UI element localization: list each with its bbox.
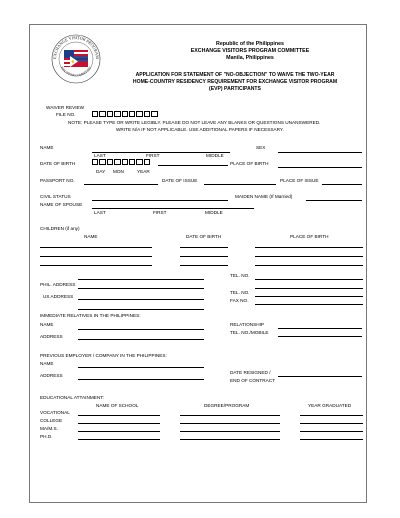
pob-field[interactable] — [278, 167, 362, 168]
children-col-pob: PLACE OF BIRTH — [290, 234, 329, 239]
us-address-line2[interactable] — [78, 309, 204, 310]
college-school-field[interactable] — [78, 423, 160, 424]
mon-label: MON — [113, 169, 124, 174]
employer-address-label: ADDRESS — [40, 373, 63, 378]
employer-address-field[interactable] — [78, 379, 204, 380]
name-label: NAME — [40, 145, 54, 150]
svg-text:EXCHANGE VISITOR PROGRAM: EXCHANGE VISITOR PROGRAM — [51, 34, 101, 60]
sex-label: SEX — [256, 145, 266, 150]
phd-school-field[interactable] — [78, 439, 160, 440]
children-col-dob: DATE OF BIRTH — [186, 234, 222, 239]
spouse-first-label: FIRST — [153, 210, 167, 215]
education-level-vocational: VOCATIONAL — [40, 410, 70, 415]
tel-no-label-2: TEL. NO. — [230, 290, 250, 295]
college-year-field[interactable] — [300, 423, 363, 424]
file-no-label: FILE NO. — [56, 112, 76, 117]
child-dob-field[interactable] — [180, 256, 228, 257]
form-title-line2: HOME-COUNTRY RESIDENCY REQUIREMENT FOR EXCHANGE VISITOR PROGRAM — [132, 79, 338, 85]
phil-address-label: PHIL. ADDRESS — [40, 282, 76, 287]
spouse-last-label: LAST — [94, 210, 106, 215]
child-dob-field[interactable] — [180, 265, 228, 266]
employer-heading: PREVIOUS EMPLOYER / COMPANY IN THE PHILIPPINES: — [40, 353, 167, 358]
relative-address-label: ADDRESS — [40, 334, 63, 339]
passport-label: PASSPORT NO. — [40, 178, 75, 183]
vocational-school-field[interactable] — [78, 415, 160, 416]
children-heading: CHILDREN (if any) — [40, 226, 80, 231]
education-level-college: COLLEGE — [40, 418, 63, 423]
dob-extra-line[interactable] — [158, 165, 228, 166]
ma-degree-field[interactable] — [180, 431, 280, 432]
form-title-line3: (EVP) PARTICIPANTS — [209, 86, 261, 92]
education-level-ma: MA/M.S. — [40, 426, 58, 431]
vocational-year-field[interactable] — [300, 415, 363, 416]
maiden-name-field[interactable] — [306, 200, 362, 201]
child-pob-field[interactable] — [255, 247, 363, 248]
last-label: LAST — [94, 153, 106, 158]
date-resigned-field[interactable] — [278, 376, 362, 377]
child-name-field[interactable] — [40, 247, 152, 248]
fax-no-label: FAX NO. — [230, 298, 249, 303]
education-col-school: NAME OF SCHOOL — [96, 403, 139, 408]
spouse-middle-label: MIDDLE — [205, 210, 223, 215]
svg-text:PHILIPPINE COMMITTEE: PHILIPPINE COMMITTEE — [59, 65, 93, 78]
phil-address-line1[interactable] — [78, 279, 204, 280]
education-col-year: YEAR GRADUATED — [308, 403, 352, 408]
evp-seal-logo — [50, 33, 102, 85]
ma-year-field[interactable] — [300, 431, 363, 432]
application-form — [29, 24, 367, 503]
pob-label: PLACE OF BIRTH — [230, 161, 269, 166]
year-label: YEAR — [137, 169, 150, 174]
passport-field[interactable] — [84, 184, 158, 185]
child-pob-field[interactable] — [255, 256, 363, 257]
sex-field[interactable] — [278, 152, 362, 153]
spouse-field[interactable] — [92, 208, 254, 209]
phd-degree-field[interactable] — [180, 439, 280, 440]
first-label: FIRST — [146, 153, 160, 158]
end-of-contract-label: END OF CONTRACT — [230, 378, 276, 383]
form-title-line1: APPLICATION FOR STATEMENT OF "NO-OBJECTION" TO WAIVE THE TWO-YEAR — [135, 72, 335, 78]
tel-no-label-1: TEL. NO. — [230, 273, 250, 278]
republic-text: Republic of the Philippines — [216, 41, 284, 47]
education-heading: EDUCATIONAL ATTAINMENT: — [40, 395, 104, 400]
tel-no-field-2[interactable] — [255, 296, 363, 297]
tel-no-field-1[interactable] — [255, 279, 363, 280]
phil-address-line2[interactable] — [78, 288, 204, 289]
vocational-degree-field[interactable] — [180, 415, 280, 416]
relative-address-field[interactable] — [78, 339, 204, 340]
relative-tel-label: TEL. NO./MOBILE — [230, 330, 269, 335]
relative-tel-field[interactable] — [278, 336, 362, 337]
date-resigned-label: DATE RESIGNED / — [230, 370, 271, 375]
phil-address-extra-line[interactable] — [255, 288, 363, 289]
civil-status-label: CIVIL STATUS — [40, 194, 71, 199]
poi-field[interactable] — [322, 184, 362, 185]
note-line2: WRITE N/A IF NOT APPLICABLE. USE ADDITIONAL PAPERS IF NECESSARY. — [116, 127, 284, 132]
doi-field[interactable] — [204, 184, 276, 185]
relationship-label: RELATIONSHIP — [230, 322, 265, 327]
day-label: DAY — [96, 169, 106, 174]
children-col-name: NAME — [84, 234, 98, 239]
civil-status-field[interactable] — [92, 200, 228, 201]
relationship-field[interactable] — [278, 328, 362, 329]
education-col-degree: DEGREE/PROGRAM — [204, 403, 250, 408]
child-name-field[interactable] — [40, 256, 152, 257]
us-address-line1[interactable] — [78, 299, 204, 300]
dob-label: DATE OF BIRTH — [40, 161, 76, 166]
middle-label: MIDDLE — [206, 153, 224, 158]
file-no-boxes[interactable] — [92, 111, 159, 117]
city-text: Manila, Philippines — [226, 55, 274, 61]
relative-name-label: NAME — [40, 322, 54, 327]
spouse-label: NAME OF SPOUSE — [40, 202, 83, 207]
fax-no-field[interactable] — [255, 304, 363, 305]
doi-label: DATE OF ISSUE — [162, 178, 198, 183]
employer-name-label: NAME — [40, 361, 54, 366]
education-level-phd: PH.D. — [40, 434, 53, 439]
employer-name-field[interactable] — [78, 367, 204, 368]
relatives-heading: IMMEDIATE RELATIVES IN THE PHILIPPINES: — [40, 313, 141, 318]
phd-year-field[interactable] — [300, 439, 363, 440]
us-address-label: US ADDRESS — [43, 294, 74, 299]
maiden-name-label: MAIDEN NAME (If Married) — [235, 194, 293, 199]
child-pob-field[interactable] — [255, 265, 363, 266]
ma-school-field[interactable] — [78, 431, 160, 432]
college-degree-field[interactable] — [180, 423, 280, 424]
committee-text: EXCHANGE VISITORS PROGRAM COMMITTEE — [190, 48, 310, 54]
relative-name-field[interactable] — [78, 329, 204, 330]
child-name-field[interactable] — [40, 265, 152, 266]
poi-label: PLACE OF ISSUE — [280, 178, 319, 183]
child-dob-field[interactable] — [180, 247, 228, 248]
waiver-review-label: WAIVER REVIEW — [46, 105, 85, 110]
note-line1: NOTE: PLEASE TYPE OR WRITE LEGIBLY. PLEASE DO NOT LEAVE ANY BLANKS OR QUESTIONS UNANSWERED. — [68, 120, 321, 125]
dob-boxes[interactable] — [92, 159, 151, 165]
